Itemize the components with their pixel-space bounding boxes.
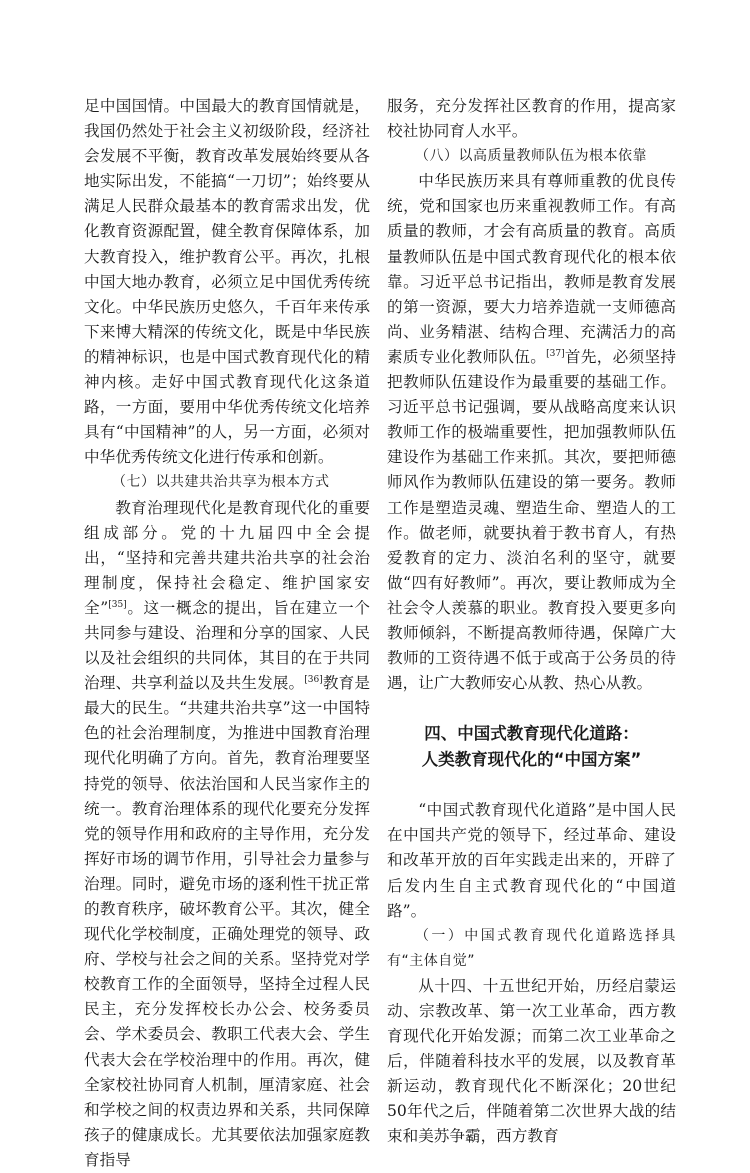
paragraph-text: 教育治理现代化是教育现代化的重要组成部分。党的十九届四中全会提出，“坚持和完善共建共治共享的社会治理制度，保持社会稳定、维护国家安全” — [84, 499, 370, 617]
citation-ref: [36] — [304, 675, 322, 685]
citation-ref: [35] — [108, 600, 126, 610]
section-title — [387, 721, 676, 773]
paragraph — [387, 169, 676, 696]
paragraph: 服务，充分发挥社区教育的作用，提高家校社协同育人水平。 — [387, 94, 676, 144]
subsection-heading-7: （七）以共建共治共享为根本方式 — [84, 470, 370, 495]
left-column — [84, 94, 370, 1173]
subsection-heading-1: （一）中国式教育现代化道路选择具有“主体自觉” — [387, 924, 676, 974]
section-title-line1: 四、中国式教育现代化道路： — [387, 721, 676, 747]
paragraph — [84, 496, 370, 1173]
citation-ref: [37] — [546, 349, 564, 359]
paragraph-text: 中华民族历来具有尊师重教的优良传统，党和国家也历来重视教师工作。有高质量的教师，才会有高质量的教育。高质量教师队伍是中国式教育现代化的根本依靠。习近平总书记指出，教师是教育发展的第一资源，要大力培养造就一支师德高尚、业务精湛、结构合理、充满活力的高素质专业化教师队伍。 — [387, 172, 676, 366]
paragraph-text: 。这一概念的提出，旨在建立一个共同参与建设、治理和分享的国家、人民以及社会组织的共同体，其目的在于共同治理、共享利益以及共生发展。 — [84, 599, 370, 692]
section-title-line2: 人类教育现代化的“中国方案” — [387, 747, 676, 773]
paragraph: “中国式教育现代化道路”是中国人民在中国共产党的领导下，经过革命、建设和改革开放的百年实践走出来的，开辟了后发内生自主式教育现代化的“中国道路”。 — [387, 798, 676, 923]
paragraph: 从十四、十五世纪开始，历经启蒙运动、宗教改革、第一次工业革命，西方教育现代化开始发源；而第二次工业革命之后，伴随着科技水平的发展，以及教育革新运动，教育现代化不断深化；20世纪50年代之后，伴随着第二次世界大战的结束和美苏争霸，西方教育 — [387, 974, 676, 1150]
subsection-heading-8: （八）以高质量教师队伍为根本依靠 — [387, 144, 676, 169]
right-column — [387, 94, 676, 1150]
paragraph-text: 首先，必须坚持把教师队伍建设作为最重要的基础工作。习近平总书记强调，要从战略高度来认识教师工作的极端重要性，把加强教师队伍建设作为基础工作来抓。其次，要把师德师风作为教师队伍建设的第一要务。教师工作是塑造灵魂、塑造生命、塑造人的工作。做老师，就要执着于教书育人，有热爱教育的定力、淡泊名利的坚守，就要做“四有好教师”。再次，要让教师成为全社会令人羡慕的职业。教育投入要更多向教师倾斜，不断提高教师待遇，保障广大教师的工资待遇不低于或高于公务员的待遇，让广大教师安心从教、热心从教。 — [387, 348, 676, 692]
paragraph: 足中国国情。中国最大的教育国情就是，我国仍然处于社会主义初级阶段，经济社会发展不平衡，教育改革发展始终要从各地实际出发，不能搞“一刀切”；始终要从满足人民群众最基本的教育需求出发，优化教育资源配置，健全教育保障体系，加大教育投入，维护教育公平。再次，扎根中国大地办教育，必须立足中国优秀传统文化。中华民族历史悠久，千百年来传承下来博大精深的传统文化，既是中华民族的精神标识，也是中国式教育现代化的精神内核。走好中国式教育现代化这条道路，一方面，要用中华优秀传统文化培养具有“中国精神”的人，另一方面，必须对中华优秀传统文化进行传承和创新。 — [84, 94, 370, 470]
paragraph-text: 教育是最大的民生。“共建共治共享”这一中国特色的社会治理制度，为推进中国教育治理现代化明确了方向。首先，教育治理要坚持党的领导、依法治国和人民当家作主的统一。教育治理体系的现代化要充分发挥党的领导作用和政府的主导作用，充分发挥好市场的调节作用，引导社会力量参与治理。同时，避免市场的逐利性干扰正常的教育秩序，破坏教育公平。其次，健全现代化学校制度，正确处理党的领导、政府、学校与社会之间的关系。坚持党对学校教育工作的全面领导，坚持全过程人民民主，充分发挥校长办公会、校务委员会、学术委员会、教职工代表大会、学生代表大会在学校治理中的作用。再次，健全家校社协同育人机制，厘清家庭、社会和学校之间的权责边界和关系，共同保障孩子的健康成长。尤其要依法加强家庭教育指导 — [84, 674, 370, 1169]
